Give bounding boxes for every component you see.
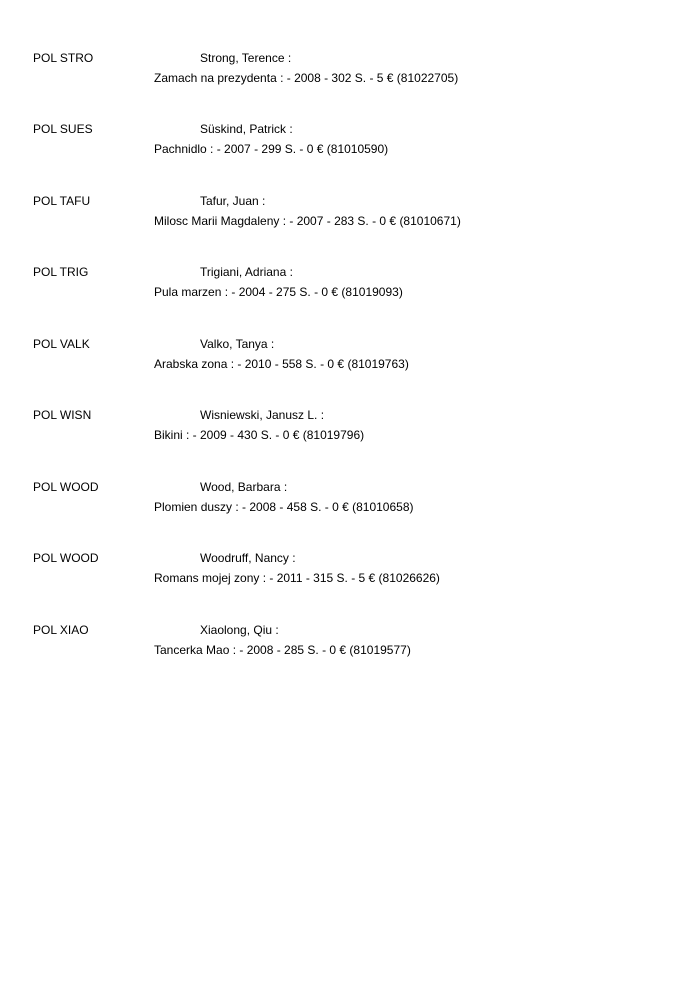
author: Valko, Tanya : bbox=[200, 337, 275, 351]
shelfmark: POL XIAO bbox=[33, 623, 89, 637]
title-details: Bikini : - 2009 - 430 S. - 0 € (81019796) bbox=[154, 428, 365, 442]
shelfmark: POL VALK bbox=[33, 337, 90, 351]
author: Wood, Barbara : bbox=[200, 480, 288, 494]
catalog-entry bbox=[0, 623, 700, 663]
title-details: Arabska zona : - 2010 - 558 S. - 0 € (81019763) bbox=[154, 357, 409, 371]
author: Tafur, Juan : bbox=[200, 194, 266, 208]
catalog-entry bbox=[0, 337, 700, 377]
catalog-entry bbox=[0, 122, 700, 162]
author: Trigiani, Adriana : bbox=[200, 265, 293, 279]
shelfmark: POL WOOD bbox=[33, 480, 99, 494]
shelfmark: POL TAFU bbox=[33, 194, 91, 208]
shelfmark: POL TRIG bbox=[33, 265, 89, 279]
catalog-entry bbox=[0, 551, 700, 591]
author: Xiaolong, Qiu : bbox=[200, 623, 279, 637]
author: Strong, Terence : bbox=[200, 51, 292, 65]
title-details: Zamach na prezydenta : - 2008 - 302 S. - 5 € (81022705) bbox=[154, 71, 459, 85]
title-details: Plomien duszy : - 2008 - 458 S. - 0 € (81010658) bbox=[154, 500, 414, 514]
shelfmark: POL WISN bbox=[33, 408, 92, 422]
author: Wisniewski, Janusz L. : bbox=[200, 408, 325, 422]
shelfmark: POL SUES bbox=[33, 122, 93, 136]
catalog-entry bbox=[0, 408, 700, 448]
title-details: Milosc Marii Magdaleny : - 2007 - 283 S. - 0 € (81010671) bbox=[154, 214, 461, 228]
title-details: Tancerka Mao : - 2008 - 285 S. - 0 € (81019577) bbox=[154, 643, 411, 657]
catalog-entry bbox=[0, 480, 700, 520]
author: Süskind, Patrick : bbox=[200, 122, 293, 136]
shelfmark: POL STRO bbox=[33, 51, 94, 65]
title-details: Romans mojej zony : - 2011 - 315 S. - 5 € (81026626) bbox=[154, 571, 440, 585]
catalog-entry bbox=[0, 265, 700, 305]
catalog-entry bbox=[0, 51, 700, 91]
author: Woodruff, Nancy : bbox=[200, 551, 296, 565]
title-details: Pula marzen : - 2004 - 275 S. - 0 € (81019093) bbox=[154, 285, 403, 299]
shelfmark: POL WOOD bbox=[33, 551, 99, 565]
title-details: Pachnidlo : - 2007 - 299 S. - 0 € (81010590) bbox=[154, 142, 389, 156]
catalog-entry bbox=[0, 194, 700, 234]
